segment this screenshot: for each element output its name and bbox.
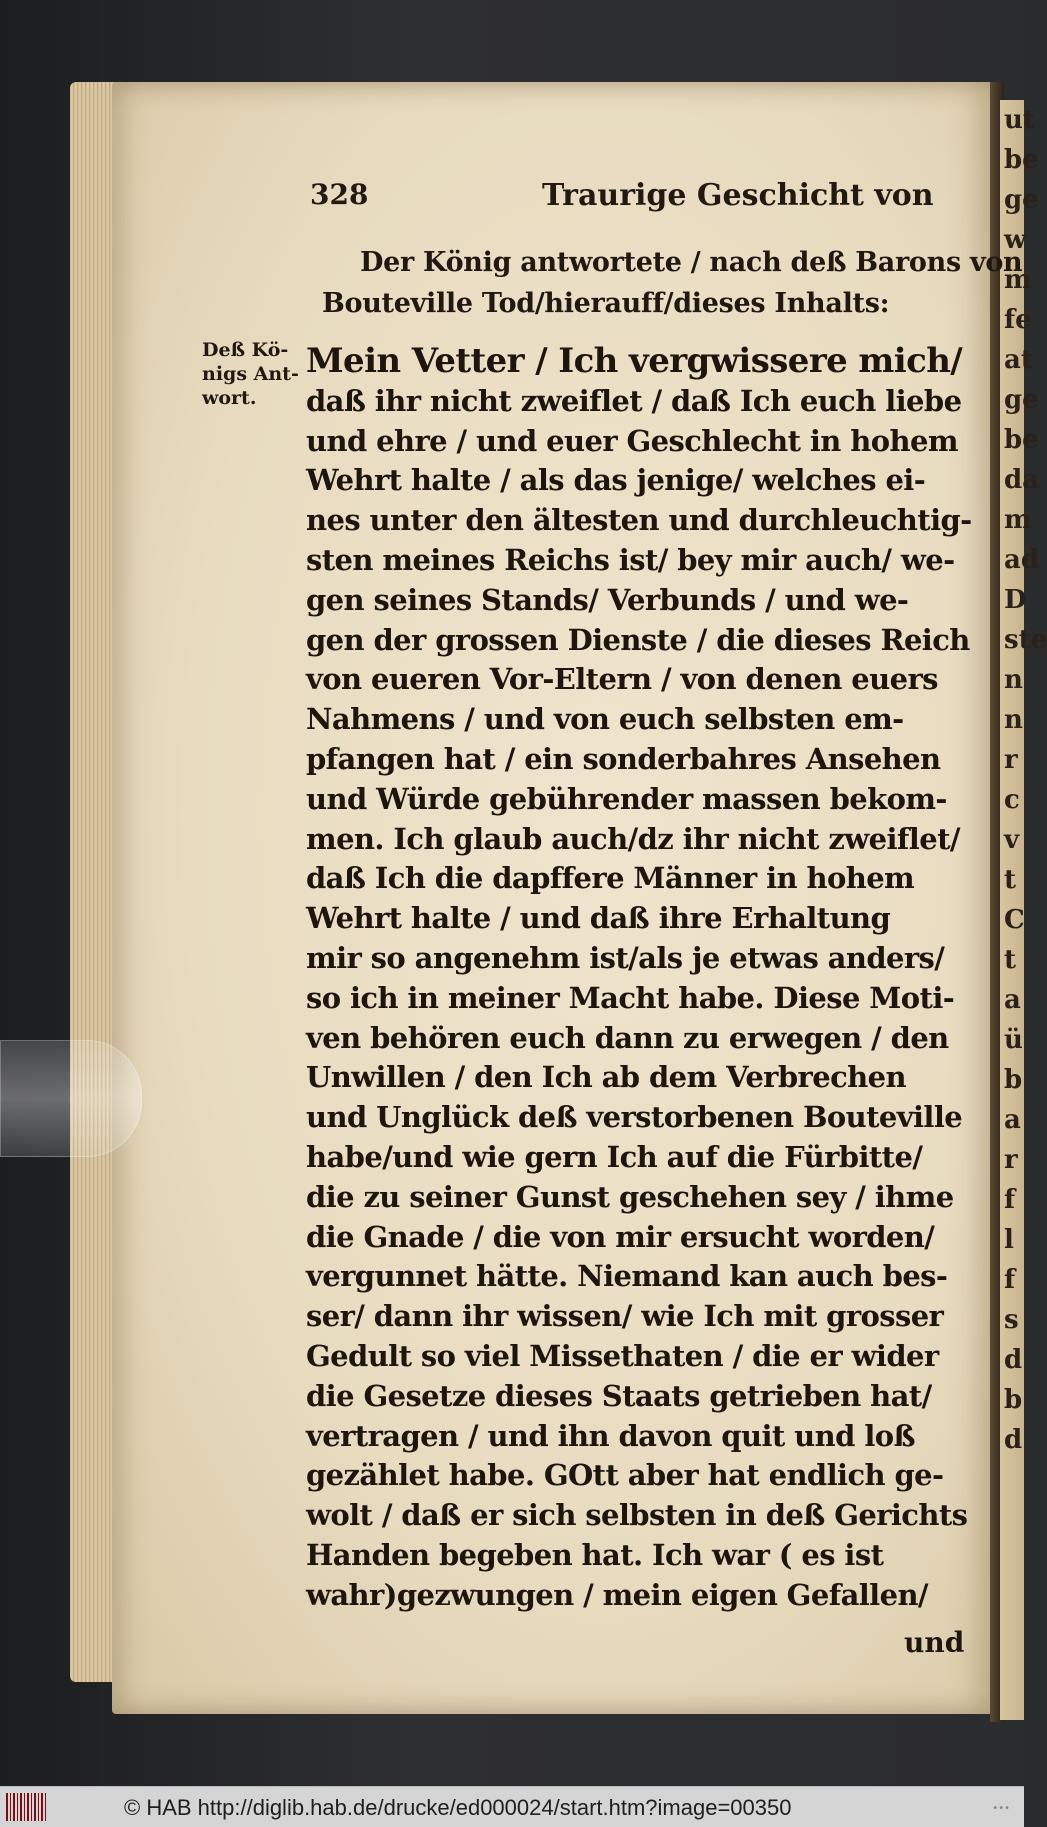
marginal-line: wort. <box>202 387 257 409</box>
text-line: von eueren Vor-Eltern / von denen euers <box>306 662 938 697</box>
text-line: ser/ dann ihr wissen/ wie Ich mit grosser <box>306 1299 944 1334</box>
facing-page-letters: f <box>1004 1185 1016 1215</box>
text-line: und ehre / und euer Geschlecht in hohem <box>306 423 958 458</box>
facing-page-letters: w <box>1004 225 1027 255</box>
facing-page-letters: f <box>1004 1265 1016 1295</box>
text-line: so ich in meiner Macht habe. Diese Moti- <box>306 980 955 1015</box>
footer-bar <box>0 1786 1024 1827</box>
facing-page-letters: n <box>1004 665 1023 695</box>
page-number: 328 <box>310 178 369 211</box>
text-line: men. Ich glaub auch/dz ihr nicht zweiflet/ <box>306 821 960 856</box>
page-header <box>310 178 934 224</box>
text-line: nes unter den ältesten und durchleuchtig- <box>306 503 972 538</box>
hab-logo-icon <box>6 1793 46 1821</box>
text-line: daß ihr nicht zweiflet / daß Ich euch liebe <box>306 383 962 418</box>
facing-page-letters: s <box>1004 1305 1019 1335</box>
text-line: und Würde gebührender massen bekom- <box>306 781 947 816</box>
facing-page-letters: t <box>1004 945 1017 975</box>
facing-page-letters: t <box>1004 865 1017 895</box>
copyright-credit: © HAB http://diglib.hab.de/drucke/ed000024/start.htm?image=00350 <box>124 1795 792 1820</box>
text-line: gezählet habe. GOtt aber hat endlich ge- <box>306 1458 944 1493</box>
facing-page-letters: b <box>1004 1385 1023 1415</box>
text-line: sten meines Reichs ist/ bey mir auch/ we- <box>306 542 955 577</box>
text-line: gen der grossen Dienste / die dieses Reich <box>306 622 970 657</box>
text-line: habe/und wie gern Ich auf die Fürbitte/ <box>306 1139 923 1174</box>
facing-page-letters: v <box>1004 825 1020 855</box>
facing-page-letters: at <box>1004 345 1033 375</box>
text-line: pfangen hat / ein sonderbahres Ansehen <box>306 741 941 776</box>
facing-page-letters: ü <box>1004 1025 1023 1055</box>
text-line: die Gesetze dieses Staats getrieben hat/ <box>306 1378 932 1413</box>
facing-page-letters: b <box>1004 1065 1023 1095</box>
facing-page-letters: d <box>1004 1425 1023 1455</box>
text-line: Unwillen / den Ich ab dem Verbrechen <box>306 1060 906 1095</box>
text-line: die Gnade / die von mir ersucht worden/ <box>306 1219 935 1254</box>
facing-page-letters: m <box>1004 265 1032 295</box>
facing-page-letters: a <box>1004 985 1021 1015</box>
facing-page-letters: ut <box>1004 105 1035 135</box>
catchword: und <box>904 1626 965 1659</box>
letter-body <box>306 342 978 1616</box>
facing-page-letters: da <box>1004 465 1040 495</box>
text-line: und Unglück deß verstorbenen Bouteville <box>306 1100 963 1135</box>
facing-page-letters: be <box>1004 425 1039 455</box>
facing-page-letters: C <box>1004 905 1025 935</box>
text-line: Wehrt halte / und daß ihre Erhaltung <box>306 901 891 936</box>
text-line: Nahmens / und von euch selbsten em- <box>306 702 904 737</box>
text-line: vertragen / und ihn davon quit und loß <box>306 1418 915 1453</box>
facing-page-letters: be <box>1004 145 1039 175</box>
facing-page-letters: a <box>1004 1105 1021 1135</box>
text-line: daß Ich die dapffere Männer in hohem <box>306 861 915 896</box>
facing-page-letters: ge <box>1004 385 1039 415</box>
text-line: vergunnet hätte. Niemand kan auch bes- <box>306 1259 948 1294</box>
facing-page-letters: n <box>1004 705 1023 735</box>
text-line: ven behören euch dann zu erwegen / den <box>306 1020 949 1055</box>
glass-page-holder <box>0 1040 142 1157</box>
intro-line: Der König antwortete / nach deß Barons von <box>360 247 1023 278</box>
facing-page-fragment <box>1000 100 1047 1720</box>
more-dots-icon: ••• <box>992 1803 1010 1814</box>
facing-page-letters: r <box>1004 1145 1018 1175</box>
text-line: Gedult so viel Missethaten / die er wider <box>306 1338 939 1373</box>
intro-paragraph <box>322 242 1023 324</box>
text-line: Handen begeben hat. Ich war ( es ist <box>306 1537 884 1572</box>
marginal-note <box>202 338 302 410</box>
facing-page-letters: ge <box>1004 185 1039 215</box>
running-head: Traurige Geschicht von <box>542 178 934 213</box>
facing-page-letters: ste <box>1004 625 1047 655</box>
facing-page-letters: ad <box>1004 545 1040 575</box>
text-line: Mein Vetter / Ich vergwissere mich/ <box>306 341 963 381</box>
facing-page-letters: c <box>1004 785 1020 815</box>
marginal-line: nigs Ant- <box>202 363 299 385</box>
text-line: wolt / daß er sich selbsten in deß Gerichts <box>306 1498 968 1533</box>
facing-page-letters: D <box>1004 585 1027 615</box>
text-line: Wehrt halte / als das jenige/ welches ei- <box>306 463 926 498</box>
marginal-line: Deß Kö- <box>202 339 289 361</box>
text-line: mir so angenehm ist/als je etwas anders/ <box>306 940 945 975</box>
text-line: die zu seiner Gunst geschehen sey / ihme <box>306 1179 954 1214</box>
facing-page-letters: m <box>1004 505 1032 535</box>
text-line: gen seines Stands/ Verbunds / und we- <box>306 582 909 617</box>
text-line: wahr)gezwungen / mein eigen Gefallen/ <box>306 1577 928 1612</box>
facing-page-letters: r <box>1004 745 1018 775</box>
facing-page-letters: l <box>1004 1225 1014 1255</box>
intro-line: Bouteville Tod/hierauff/dieses Inhalts: <box>322 288 890 319</box>
facing-page-letters: fe <box>1004 305 1032 335</box>
facing-page-letters: d <box>1004 1345 1023 1375</box>
